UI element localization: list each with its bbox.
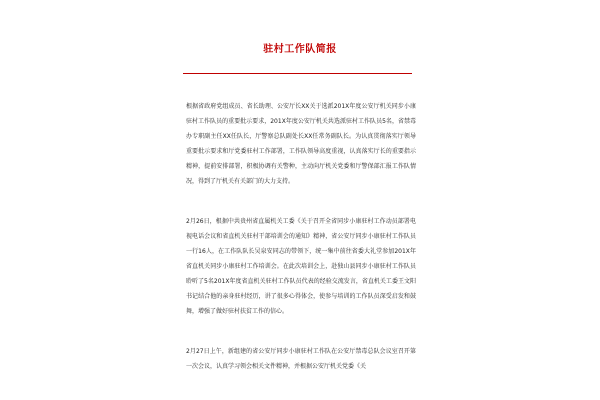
paragraph-1: 根据省政府党组成员、省长助理、公安厅长XX关于选派201X年度公安厅机关同步小康驻村工作队员的重要批示要求，201X年度公安厅机关共选派驻村工作队员5名，省禁毒办专职副主任XX任队长，厅警察总队副处长XX任常务副队长。为认真贯彻落实厅领导重要批示要求和厅党委驻村工作部署，工作队领导高度重视，认真落实厅长的重要指示精神，提前安排部署，积极协调有关警种，主动向厅机关党委和厅警保部汇报工作队情况，得到了厅机关有关部门的大力支持。 (186, 103, 416, 185)
document-title: 驻村工作队简报 (263, 44, 337, 55)
title-divider (183, 73, 412, 74)
paragraph-3: 2月27日上午，新组建的省公安厅同步小康驻村工作队在公安厅禁毒总队会议室召开第一次会议，认真学习领会相关文件精神，并根据公安厅机关党委《关 (186, 348, 416, 370)
paragraph-2: 2月26日，根据中共贵州省直属机关工委《关于召开全省同步小康驻村工作动员部署电视电话会议和省直机关驻村干部培训会的通知》精神，省公安厅同步小康驻村工作队员一行16人，在工作队队长吴泉安同志的带领下，统一集中前往省委大礼堂参加201X年省直机关同步小康驻村工作培训会。在此次培训会上，赴独山县同步小康驻村工作队员聆听了5名201X年度省直机关驻村工作队员代表的经验交流发言，省直机关工委王文阳书记结合他的亲身驻村经历，讲了很多心得体会，使参与培训的工作队员深受启发和鼓舞，增强了做好驻村扶贫工作的信心。 (186, 218, 416, 315)
